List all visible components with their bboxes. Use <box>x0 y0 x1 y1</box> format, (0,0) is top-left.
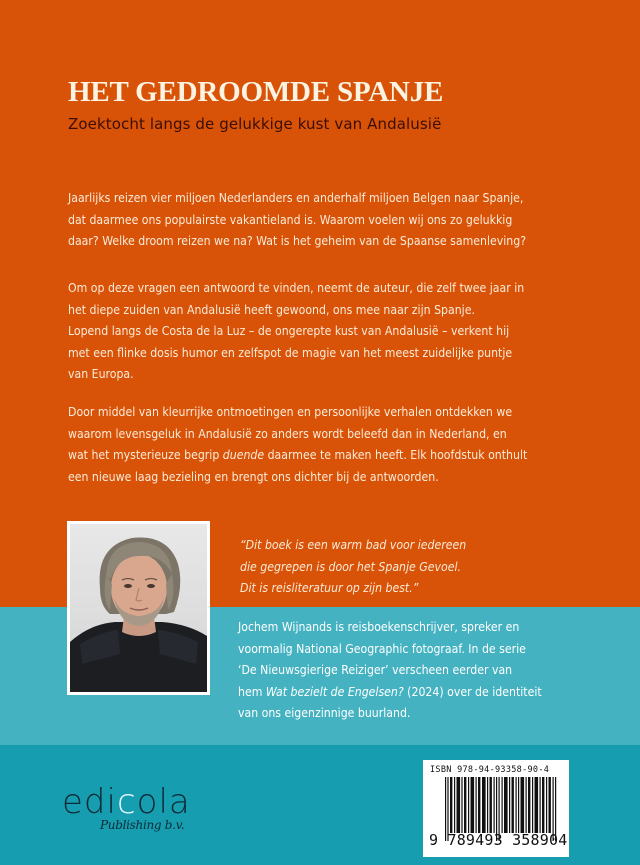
isbn-barcode <box>423 760 569 857</box>
bio-line: ‘De Nieuwsgierige Reiziger’ verscheen eerder van <box>238 663 513 678</box>
blurb-line-with-emphasis <box>68 445 628 467</box>
blurb-line: Jaarlijks reizen vier miljoen Nederlanders en anderhalf miljoen Belgen naar Spanje, <box>68 191 524 205</box>
blurb-paragraph-1 <box>68 188 628 253</box>
bio-text: (2024) over de identiteit <box>403 684 542 699</box>
ean-digits: 9 789493 358904 <box>429 831 568 849</box>
book-subtitle: Zoektocht langs de gelukkige kust van Andalusië <box>68 115 442 133</box>
author-photo <box>70 524 207 692</box>
author-portrait-illustration <box>70 524 207 692</box>
author-photo-frame <box>67 521 210 695</box>
quote-line: Dit is reisliteratuur op zijn best.” <box>240 581 419 596</box>
quote-line: die gegrepen is door het Spanje Gevoel. <box>240 559 461 574</box>
review-quote <box>240 535 466 600</box>
blurb-paragraph-3 <box>68 402 628 488</box>
previous-book-title: Wat bezielt de Engelsen? <box>265 684 404 699</box>
logo-accent-letter: c <box>116 782 137 822</box>
blurb-line: waarom levensgeluk in Andalusië zo anders wordt beleefd dan in Nederland, en <box>68 426 507 441</box>
publisher-logo <box>62 782 212 848</box>
bio-line: van ons eigenzinnige buurland. <box>238 706 411 721</box>
blurb-text: wat het mysterieuze begrip <box>68 448 223 463</box>
bio-line: voormalig National Geographic fotograaf. In de serie <box>238 641 526 656</box>
bio-line-with-title <box>238 682 542 704</box>
blurb-line: Om op deze vragen een antwoord te vinden, neemt de auteur, die zelf twee jaar in <box>68 281 525 295</box>
logo-text: ola <box>136 782 191 822</box>
blurb-paragraph-2 <box>68 278 628 386</box>
blurb-line: met een flinke dosis humor en zelfspot de magie van het meest zuidelijke puntje <box>68 345 513 360</box>
blurb-line: Lopend langs de Costa de la Luz – de ongerepte kust van Andalusië – verkent hij <box>68 324 510 339</box>
author-bio <box>238 617 542 725</box>
blurb-line: een nieuwe laag bezieling en brengt ons dichter bij de antwoorden. <box>68 469 439 484</box>
book-title: HET GEDROOMDE SPANJE <box>68 76 444 108</box>
blurb-line: Door middel van kleurrijke ontmoetingen en persoonlijke verhalen ontdekken we <box>68 405 513 419</box>
quote-line: “Dit boek is een warm bad voor iedereen <box>240 538 467 552</box>
logo-text: edi <box>62 782 117 822</box>
publisher-logo-wordmark <box>62 782 191 822</box>
bio-text: hem <box>238 684 266 699</box>
blurb-line: dat daarmee ons populairste vakantieland is. Waarom voelen wij ons zo gelukkig <box>68 212 513 227</box>
publisher-logo-subtitle: Publishing b.v. <box>100 818 185 832</box>
blurb-line: daar? Welke droom reizen we na? Wat is het geheim van de Spaanse samenleving? <box>68 234 527 249</box>
bio-line: Jochem Wijnands is reisboekenschrijver, spreker en <box>238 620 520 634</box>
blurb-text: daarmee te maken heeft. Elk hoofdstuk onthult <box>264 448 528 463</box>
blurb-line: van Europa. <box>68 367 134 382</box>
isbn-label: ISBN 978-94-93358-90-4 <box>430 765 550 775</box>
duende-term: duende <box>222 448 265 463</box>
blurb-line: het diepe zuiden van Andalusië heeft gewoond, ons mee naar zijn Spanje. <box>68 302 475 317</box>
